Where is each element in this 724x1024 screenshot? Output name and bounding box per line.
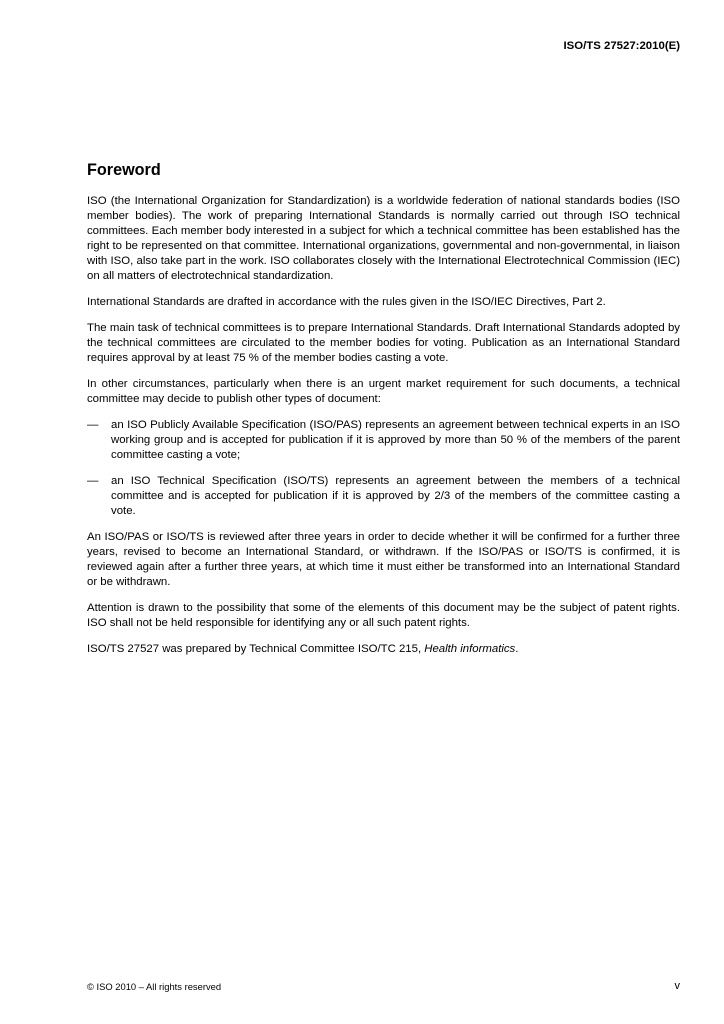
prepared-by-suffix: . (515, 643, 519, 655)
list-item-ts (87, 474, 680, 519)
paragraph-prepared-by (87, 642, 680, 657)
foreword-title: Foreword (87, 161, 161, 179)
footer-page-number: v (674, 980, 680, 992)
paragraph-main-task: The main task of technical committees is to prepare International Standards. Draft International Standards adopted by the technical committees are circulated to the member bodies for voting. Publication as an International Standard requires approval by at least 75 % of the member bodies casting a vote. (87, 322, 680, 364)
page-header-code: ISO/TS 27527:2010(E) (563, 40, 680, 52)
paragraph-directives: International Standards are drafted in accordance with the rules given in the ISO/IEC Directives, Part 2. (87, 296, 606, 308)
paragraph-patent-rights: Attention is drawn to the possibility that some of the elements of this document may be the subject of patent rights. ISO shall not be held responsible for identifying any or all such patent rights. (87, 602, 680, 629)
list-dash: — (87, 475, 99, 487)
committee-name: Health informatics (424, 643, 516, 655)
paragraph-other-circumstances: In other circumstances, particularly when there is an urgent market requirement for such documents, a technical committee may decide to publish other types of document: (87, 378, 680, 405)
list-item-pas (87, 418, 680, 463)
footer-copyright: © ISO 2010 – All rights reserved (87, 981, 222, 992)
foreword-section (87, 158, 680, 668)
list-item-ts-text: an ISO Technical Specification (ISO/TS) represents an agreement between the members of a technical committee and is accepted for publication if it is approved by 2/3 of the members of the committee casting a vote. (111, 475, 680, 517)
list-item-pas-text: an ISO Publicly Available Specification (ISO/PAS) represents an agreement between technical experts in an ISO working group and is accepted for publication if it is approved by more than 50 % of the members of the parent committee casting a vote; (111, 419, 680, 461)
paragraph-review: An ISO/PAS or ISO/TS is reviewed after three years in order to decide whether it will be confirmed for a further three years, revised to become an International Standard, or withdrawn. If the ISO/PAS or ISO/TS is confirmed, it is reviewed again after a further three years, at which time it must either be transformed into an International Standard or be withdrawn. (87, 531, 680, 588)
list-dash: — (87, 419, 99, 431)
prepared-by-prefix: ISO/TS 27527 was prepared by Technical Committee ISO/TC 215, (87, 643, 425, 655)
paragraph-iso-overview: ISO (the International Organization for Standardization) is a worldwide federation of national standards bodies (ISO member bodies). The work of preparing International Standards is normally carried out through ISO technical committees. Each member body interested in a subject for which a technical committee has been established has the right to be represented on that committee. International organizations, governmental and non-governmental, in liaison with ISO, also take part in the work. ISO collaborates closely with the International Electrotechnical Commission (IEC) on all matters of electrotechnical standardization. (87, 195, 680, 282)
